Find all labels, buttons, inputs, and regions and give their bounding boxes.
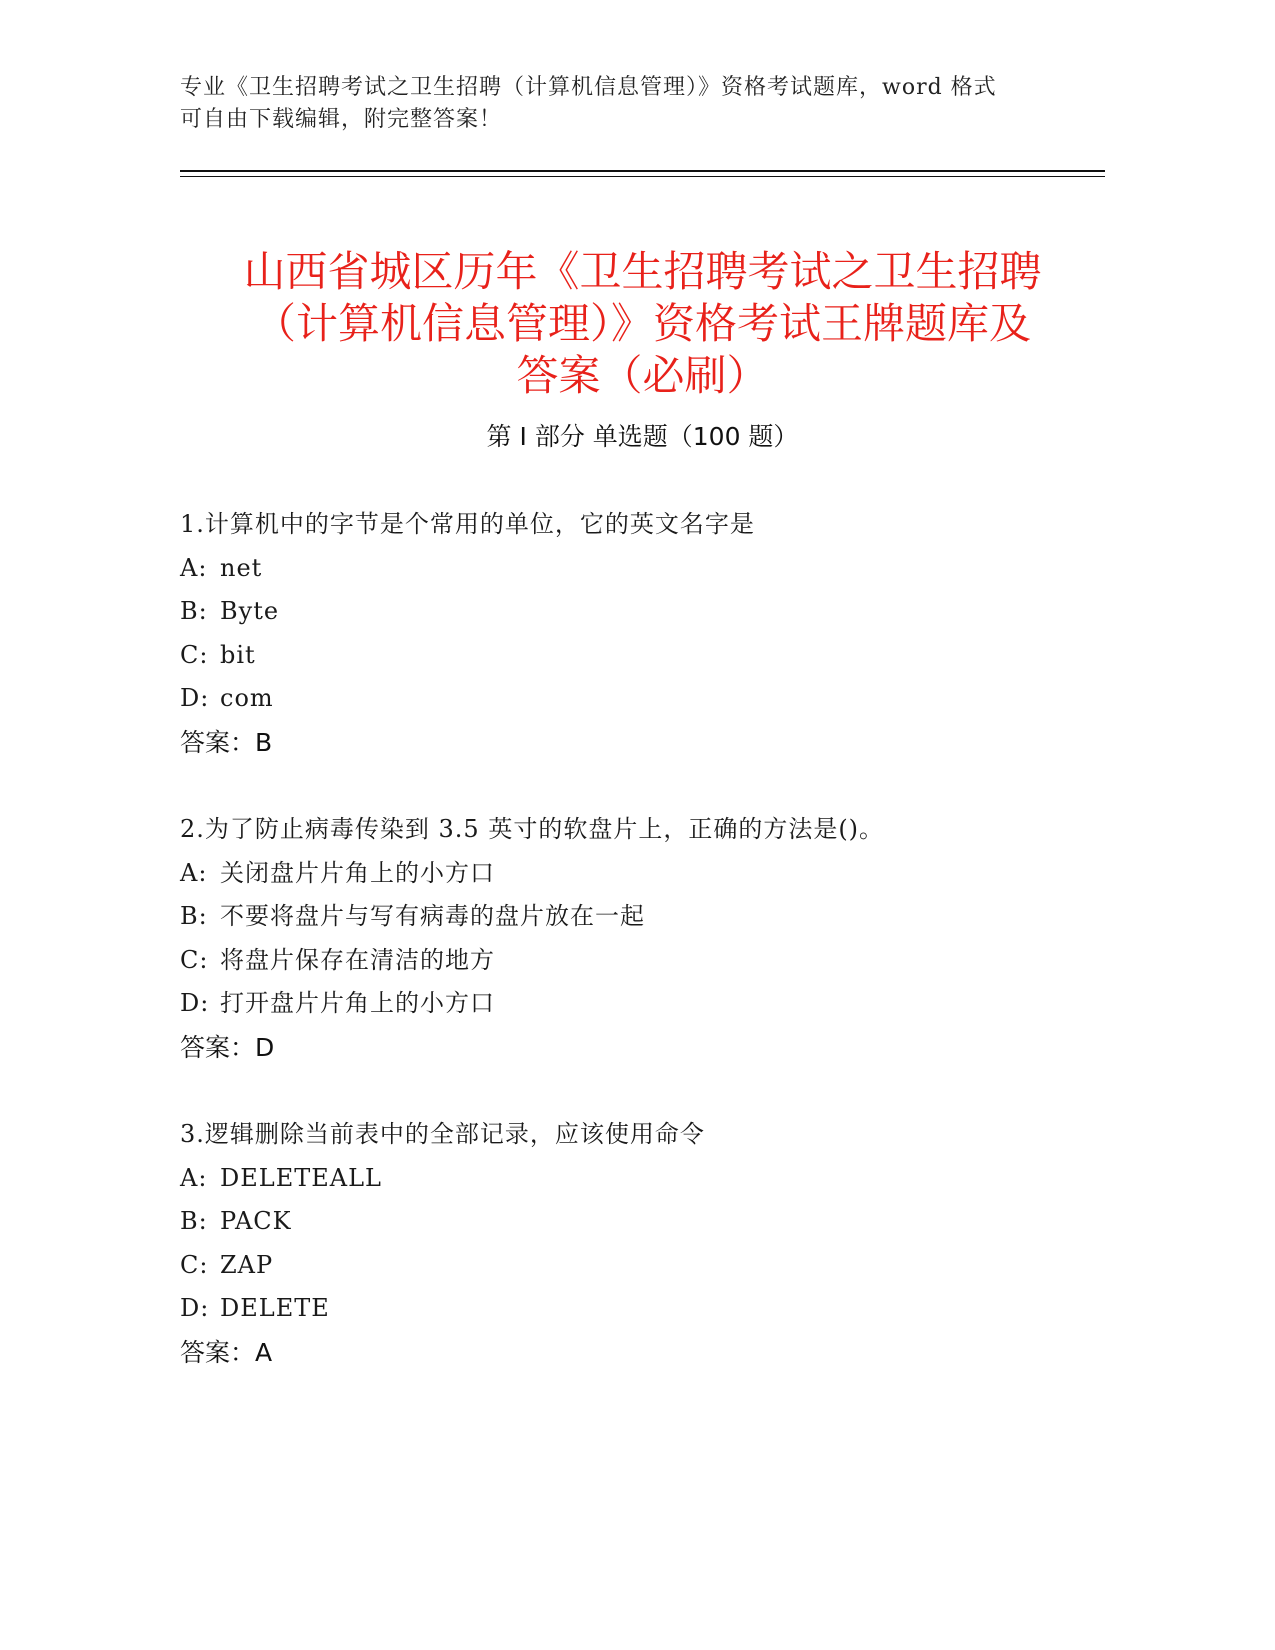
question-1	[180, 503, 1105, 764]
question-stem: 3.逻辑删除当前表中的全部记录，应该使用命令	[180, 1120, 705, 1148]
option-text: 打开盘片片角上的小方口	[220, 989, 495, 1017]
option-text: 关闭盘片片角上的小方口	[220, 858, 495, 887]
title-line-1: 山西省城区历年《卫生招聘考试之卫生招聘	[243, 247, 1042, 297]
option-text: bit	[220, 640, 256, 669]
option-label: D:	[180, 684, 210, 712]
option-b	[180, 590, 1105, 634]
option-d	[180, 1287, 1105, 1331]
option-label: C:	[180, 1250, 209, 1279]
option-b	[180, 895, 1105, 939]
question-stem: 2.为了防止病毒传染到 3.5 英寸的软盘片上，正确的方法是()。	[180, 815, 885, 843]
answer: 答案：D	[180, 1032, 275, 1062]
option-text: DELETEALL	[220, 1163, 382, 1192]
option-label: C:	[180, 945, 209, 974]
option-text: PACK	[220, 1207, 292, 1235]
option-b	[180, 1200, 1105, 1244]
option-text: DELETE	[220, 1294, 330, 1322]
option-label: B:	[180, 597, 208, 625]
header-divider-thick	[180, 170, 1105, 172]
option-text: ZAP	[220, 1250, 274, 1279]
document-title	[180, 246, 1105, 402]
option-d	[180, 982, 1105, 1026]
option-a	[180, 852, 1105, 896]
option-label: A:	[180, 1163, 208, 1192]
header-note-line-2: 可自由下载编辑，附完整答案！	[180, 107, 503, 132]
option-text: net	[220, 553, 263, 582]
option-label: C:	[180, 640, 209, 669]
option-c	[180, 939, 1105, 983]
option-label: A:	[180, 553, 208, 582]
answer: 答案：B	[180, 727, 273, 757]
option-c	[180, 1244, 1105, 1288]
option-text: 不要将盘片与写有病毒的盘片放在一起	[220, 902, 645, 930]
section-heading: 第 I 部分 单选题（100 题）	[486, 422, 799, 451]
question-2	[180, 808, 1105, 1069]
option-text: Byte	[220, 597, 280, 625]
header-note-line-1: 专业《卫生招聘考试之卫生招聘（计算机信息管理）》资格考试题库，word 格式	[180, 75, 997, 100]
option-text: 将盘片保存在清洁的地方	[220, 945, 495, 974]
option-label: A:	[180, 858, 208, 887]
option-label: D:	[180, 989, 210, 1017]
title-line-2: （计算机信息管理）》资格考试王牌题库及	[253, 299, 1031, 349]
option-a	[180, 1157, 1105, 1201]
option-label: B:	[180, 1207, 208, 1235]
option-label: B:	[180, 902, 208, 930]
option-label: D:	[180, 1294, 210, 1322]
title-line-3: 答案（必刷）	[516, 351, 769, 401]
option-c	[180, 634, 1105, 678]
question-3	[180, 1113, 1105, 1374]
question-stem: 1.计算机中的字节是个常用的单位，它的英文名字是	[180, 510, 755, 538]
option-d	[180, 677, 1105, 721]
option-a	[180, 547, 1105, 591]
header-note	[180, 72, 1040, 136]
answer: 答案：A	[180, 1337, 273, 1367]
option-text: com	[220, 684, 274, 712]
header-divider-thin	[180, 176, 1105, 177]
